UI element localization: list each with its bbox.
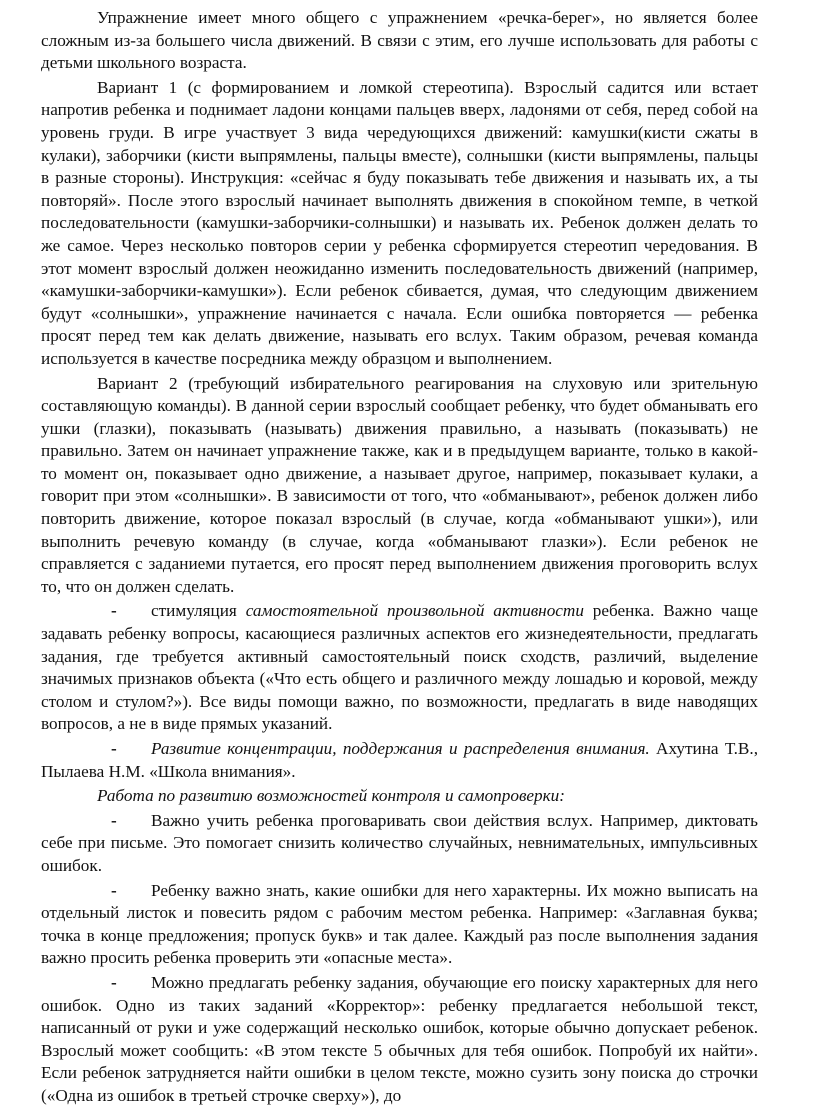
bullet-marker: - [111, 972, 117, 992]
bullet-marker: - [111, 739, 117, 758]
paragraph-intro: Упражнение имеет много общего с упражнением «речка-берег», но является более сложным из-за большего числа движений. В связи с этим, его лучше использовать для работы с детьми школьного возраста. [41, 8, 758, 73]
section-heading-text: Работа по развитию возможностей контроля и самопроверки: [97, 786, 566, 806]
bullet-typical-errors [41, 880, 758, 970]
bullet-marker: - [111, 601, 117, 621]
bullet-speak-aloud [41, 810, 758, 878]
section-heading-control [41, 785, 758, 808]
bullet-body-text: Важно учить ребенка проговаривать свои действия вслух. Например, диктовать себе при письме. Это помогает снизить количество случайных, невнимательных, импульсивных ошибок. [41, 810, 758, 875]
bullet-marker: - [111, 810, 117, 830]
bullet-body-text: Можно предлагать ребенку задания, обучающие его поиску характерных для него ошибок. Одно из таких заданий «Корректор»: ребенку предлагается небольшой текст, написанный от руки и уже содержащий несколько ошибок, которые обычно допускает ребенок. Взрослый может сообщить: «В этом тексте 5 обычных для тебя ошибок. Попробуй их найти». Если ребенок затрудняется найти ошибки в целом тексте, можно сузить зону поиска до строчки («Одна из ошибок в третьей строчке сверху»), до [41, 972, 758, 1105]
bullet-italic-phrase: Развитие концентрации, поддержания и распределения внимания. [151, 739, 650, 758]
bullet-italic-phrase: самостоятельной произвольной активности [245, 601, 584, 621]
bullet-attention [41, 738, 758, 783]
bullet-marker: - [111, 880, 117, 900]
paragraph-variant-2: Вариант 2 (требующий избирательного реагирования на слуховую или зрительную составляющую команды). В данной серии взрослый сообщает ребенку, что будет обманывать его ушки (глазки), показывать (называть) движения правильно, а называть (показывать) не правильно. Затем он начинает упражнение также, как и в предыдущем варианте, только в какой-то момент он, показывает одно движение, а называет другое, например, показывает кулаки, а говорит при этом «солнышки». В зависимости от того, что «обманывают», ребенок должен либо повторить движение, которое показал взрослый (в случае, когда «обманывают ушки»), или выполнить речевую команду (в случае, когда «обманывают глазки»). Если ребенок не справляется с заданиеми путается, его просят перед выполнением движения проговорить вслух то, что он должен сделать. [41, 373, 758, 596]
bullet-body-text: ребенка. Важно чаще задавать ребенку вопросы, касающиеся различных аспектов его жизнедеятельности, предлагать задания, где требуется активный самостоятельный поиск сходств, различий, выделение значимых признаков объекта («Что есть общего и различного между лошадью и коровой, между столом и стулом?»). Все виды помощи важно, по возможности, предлагать в виде наводящих вопросов, а не в виде прямых указаний. [41, 601, 758, 734]
bullet-body-text: Ребенку важно знать, какие ошибки для него характерны. Их можно выписать на отдельный листок и повесить рядом с рабочим местом ребенка. Например: «Заглавная буква; точка в конце предложения; пропуск букв» и так далее. Каждый раз после выполнения задания важно просить ребенка проверить эти «опасные места». [41, 880, 758, 968]
bullet-body-text: Ахутина Т.В., Пылаева Н.М. «Школа внимания». [41, 739, 758, 781]
bullet-lead-text: стимуляция [151, 601, 246, 621]
paragraph-variant-1: Вариант 1 (с формированием и ломкой стереотипа). Взрослый садится или встает напротив ребенка и поднимает ладони концами пальцев вверх, ладонями от себя, перед собой на уровень груди. В игре участвует 3 вида чередующихся движений: камушки(кисти сжаты в кулаки), заборчики (кисти выпрямлены, пальцы вместе), солнышки (кисти выпрямлены, пальцы в разные стороны). Инструкция: «сейчас я буду показывать тебе движения и называть их, а ты повторяй». После этого взрослый начинает выполнять движения в спокойном темпе, в четкой последовательности (камушки-заборчики-солнышки) и называть их. Ребенок должен делать то же самое. Через несколько повторов серии у ребенка сформируется стереотип чередования. В этот момент взрослый должен неожиданно изменить последовательность движений (например, «камушки-заборчики-камушки»). Если ребенок сбивается, думая, что следующим движением будут «солнышки», упражнение начинается с начала. Если ошибка повторяется — ребенка просят перед тем как делать движение, называть его вслух. Таким образом, речевая команда используется в качестве посредника между образцом и выполнением. [41, 77, 758, 368]
bullet-stimulation [41, 600, 758, 736]
bullet-corrector-task [41, 972, 758, 1108]
